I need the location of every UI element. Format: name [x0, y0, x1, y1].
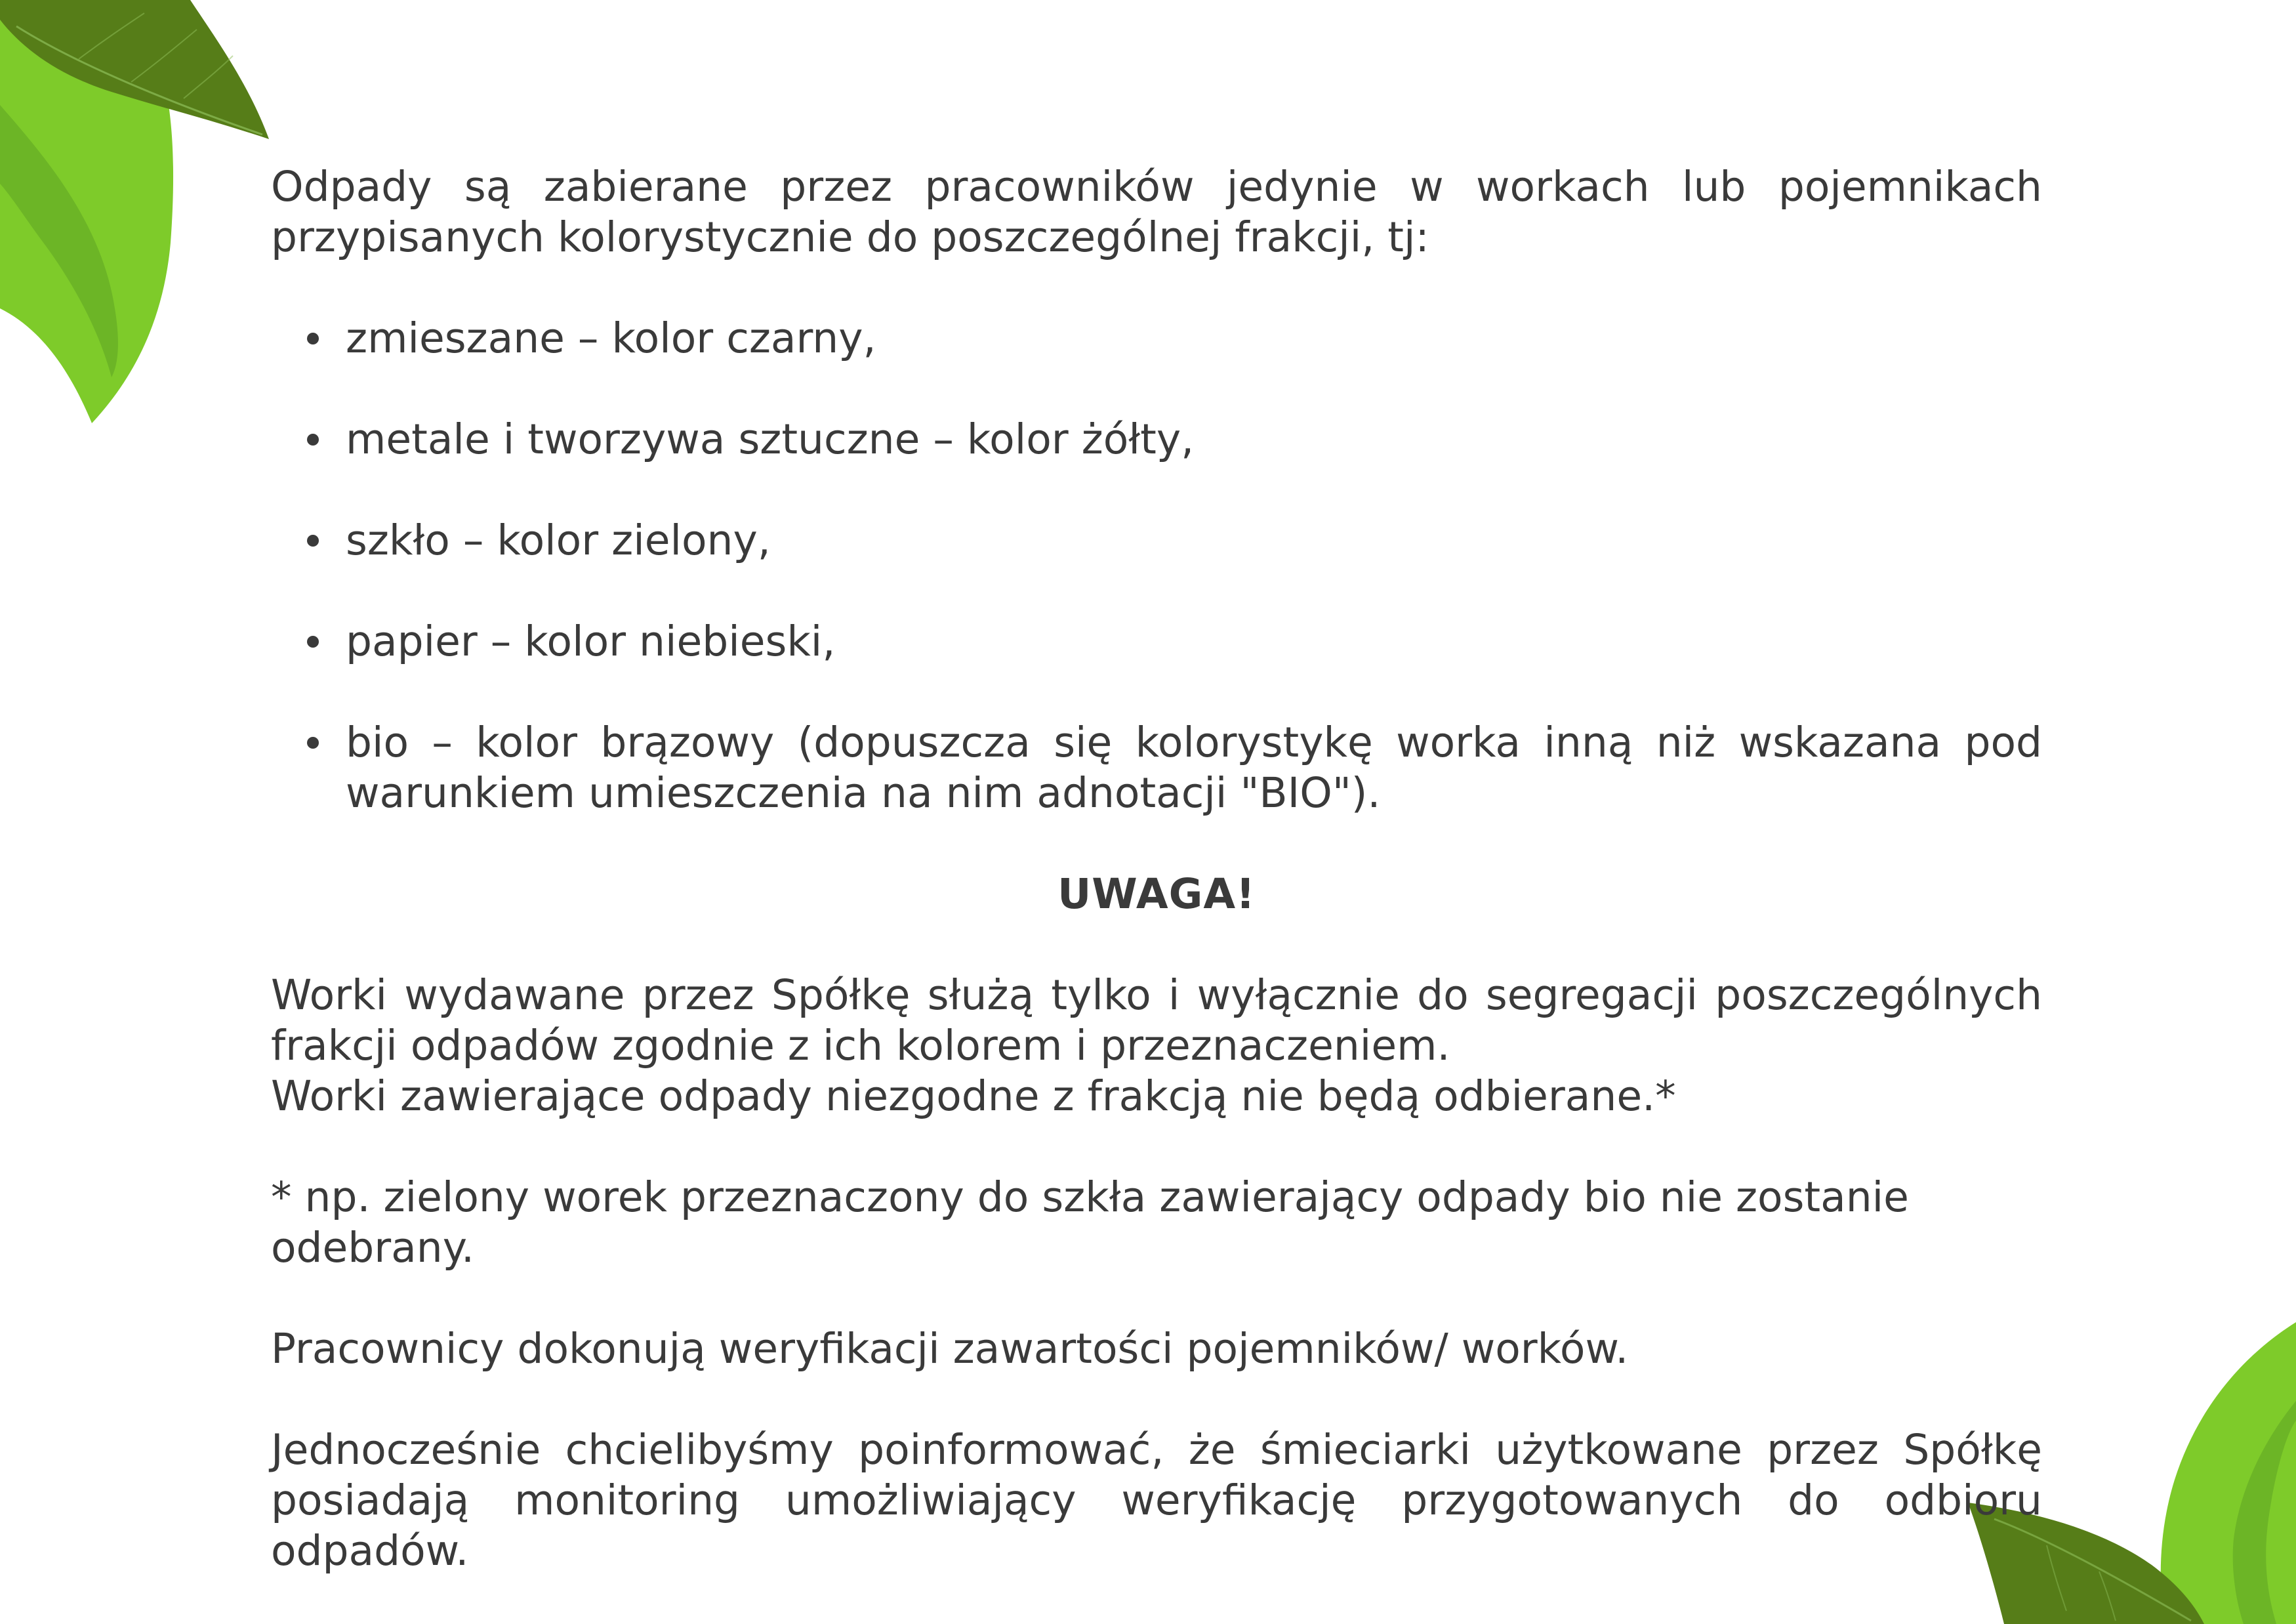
warning-heading: UWAGA! — [1057, 870, 1256, 918]
list-item-mixed — [271, 313, 2042, 364]
intro-paragraph: Odpady są zabierane przez pracowników jedynie w workach lub pojemnikach przypisanych kolorystycznie do poszczególnej frakcji, tj: — [271, 163, 2042, 261]
bullet-icon — [307, 636, 319, 648]
waste-fraction-list — [271, 313, 2042, 818]
list-item-text: zmieszane – kolor czarny, — [346, 314, 876, 362]
list-item-text: szkło – kolor zielony, — [346, 516, 771, 564]
document-body — [271, 161, 2042, 1576]
spacer — [271, 1273, 2042, 1323]
spacer — [271, 1121, 2042, 1172]
spacer — [271, 919, 2042, 970]
list-item-metal-plastic — [271, 414, 2042, 465]
warning-paragraph: Worki wydawane przez Spółkę służą tylko i wyłącznie do segregacji poszczególnych frakcji odpadów zgodnie z ich kolorem i przeznaczeniem. — [271, 971, 2042, 1070]
list-item-paper — [271, 616, 2042, 667]
list-item-text: bio – kolor brązowy (dopuszcza się kolorystykę worka inną niż wskazana pod warunkiem umieszczenia na nim adnotacji "BIO"). — [346, 718, 2042, 817]
warning-note: Worki zawierające odpady niezgodne z frakcją nie będą odbierane.* — [271, 1072, 1676, 1120]
list-item-bio — [271, 717, 2042, 818]
leaf-decoration-top-left — [0, 0, 276, 427]
footnote: * np. zielony worek przeznaczony do szkła zawierający odpady bio nie zostanie odebrany. — [271, 1173, 1909, 1272]
bullet-icon — [307, 737, 319, 749]
monitoring-paragraph: Jednocześnie chcielibyśmy poinformować, że śmieciarki użytkowane przez Spółkę posiadają monitoring umożliwiający weryfikację przygotowanych do odbioru odpadów. — [271, 1426, 2042, 1575]
list-item-text: papier – kolor niebieski, — [346, 617, 836, 665]
bullet-icon — [307, 333, 319, 344]
verification-paragraph: Pracownicy dokonują weryfikacji zawartości pojemników/ worków. — [271, 1325, 1629, 1373]
list-item-text: metale i tworzywa sztuczne – kolor żółty, — [346, 415, 1195, 463]
spacer — [271, 1374, 2042, 1425]
list-item-glass — [271, 515, 2042, 566]
bullet-icon — [307, 434, 319, 446]
bullet-icon — [307, 535, 319, 547]
